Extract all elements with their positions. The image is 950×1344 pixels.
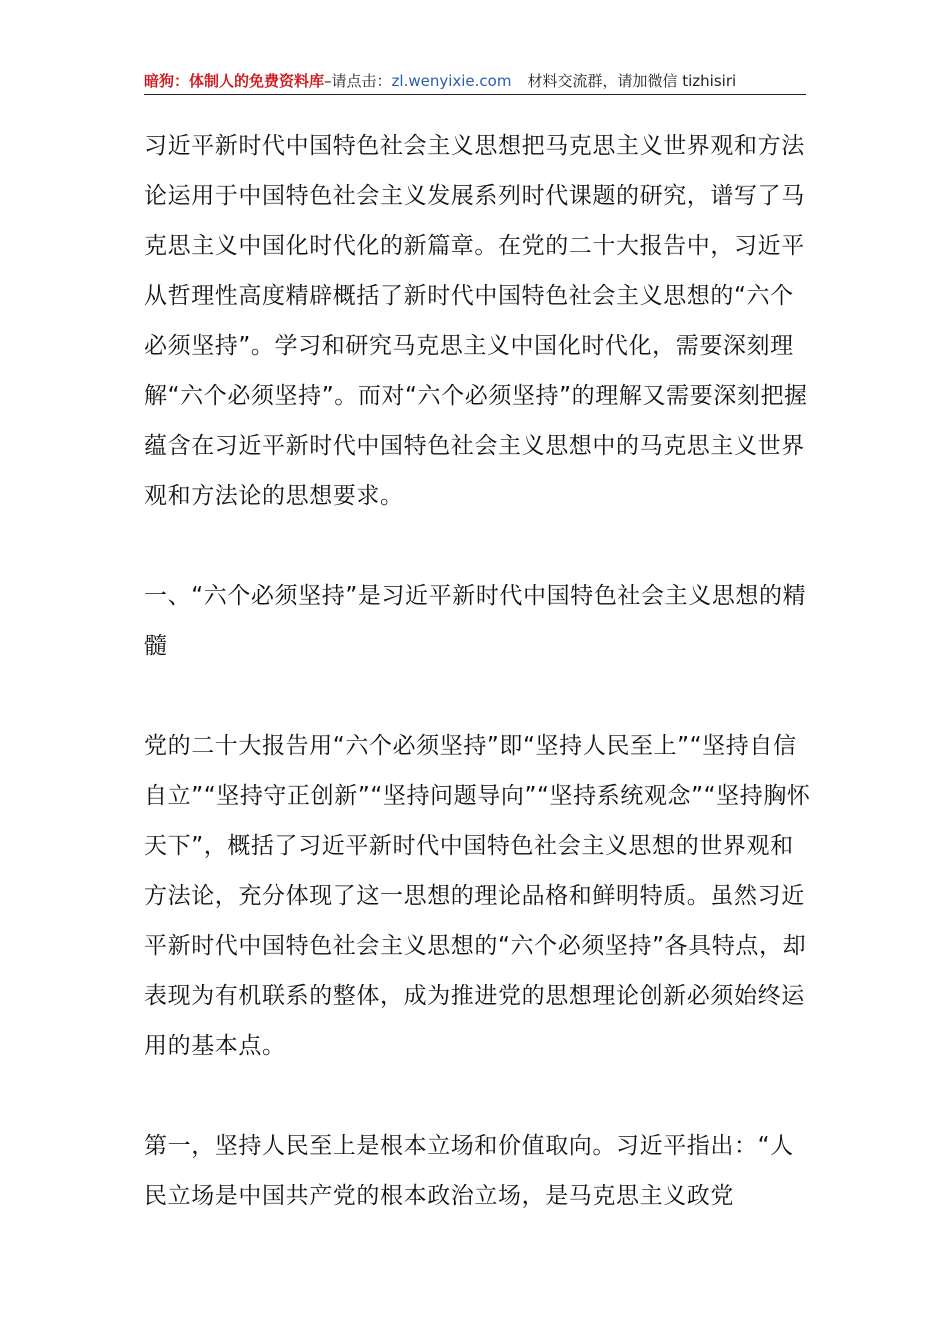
intro-paragraph: 习近平新时代中国特色社会主义思想把马克思主义世界观和方法论运用于中国特色社会主义发展系列时代课题的研究，谱写了马克思主义中国化时代化的新篇章。在党的二十大报告中，习近平从哲理性高度精辟概括了新时代中国特色社会主义思想的“六个必须坚持”。学习和研究马克思主义中国化时代化，需要深刻理解“六个必须坚持”。而对“六个必须坚持”的理解又需要深刻把握蕴含在习近平新时代中国特色社会主义思想中的马克思主义世界观和方法论的思想要求。 xyxy=(144,133,808,509)
header-click-prefix: –请点击： xyxy=(324,72,392,90)
header-brand: 暗狗：体制人的免费资料库 xyxy=(144,72,325,90)
section-heading: 一、“六个必须坚持”是习近平新时代中国特色社会主义思想的精髓 xyxy=(144,583,807,659)
header-url-link[interactable]: zl.wenyixie.com xyxy=(391,72,512,90)
body-paragraph: 党的二十大报告用“六个必须坚持”即“坚持人民至上”“坚持自信自立”“坚持守正创新”“坚持问题导向”“坚持系统观念”“坚持胸怀天下”，概括了习近平新时代中国特色社会主义思想的世界观和方法论，充分体现了这一思想的理论品格和鲜明特质。虽然习近平新时代中国特色社会主义思想的“六个必须坚持”各具特点，却表现为有机联系的整体，成为推进党的思想理论创新必须始终运用的基本点。 xyxy=(144,733,811,1059)
body-paragraph: 第一，坚持人民至上是根本立场和价值取向。习近平指出：“人民立场是中国共产党的根本政治立场，是马克思主义政党 xyxy=(144,1133,794,1209)
document-body xyxy=(144,121,814,1221)
header-contact: 材料交流群，请加微信 tizhisiri xyxy=(527,72,737,90)
page-header xyxy=(144,68,806,95)
